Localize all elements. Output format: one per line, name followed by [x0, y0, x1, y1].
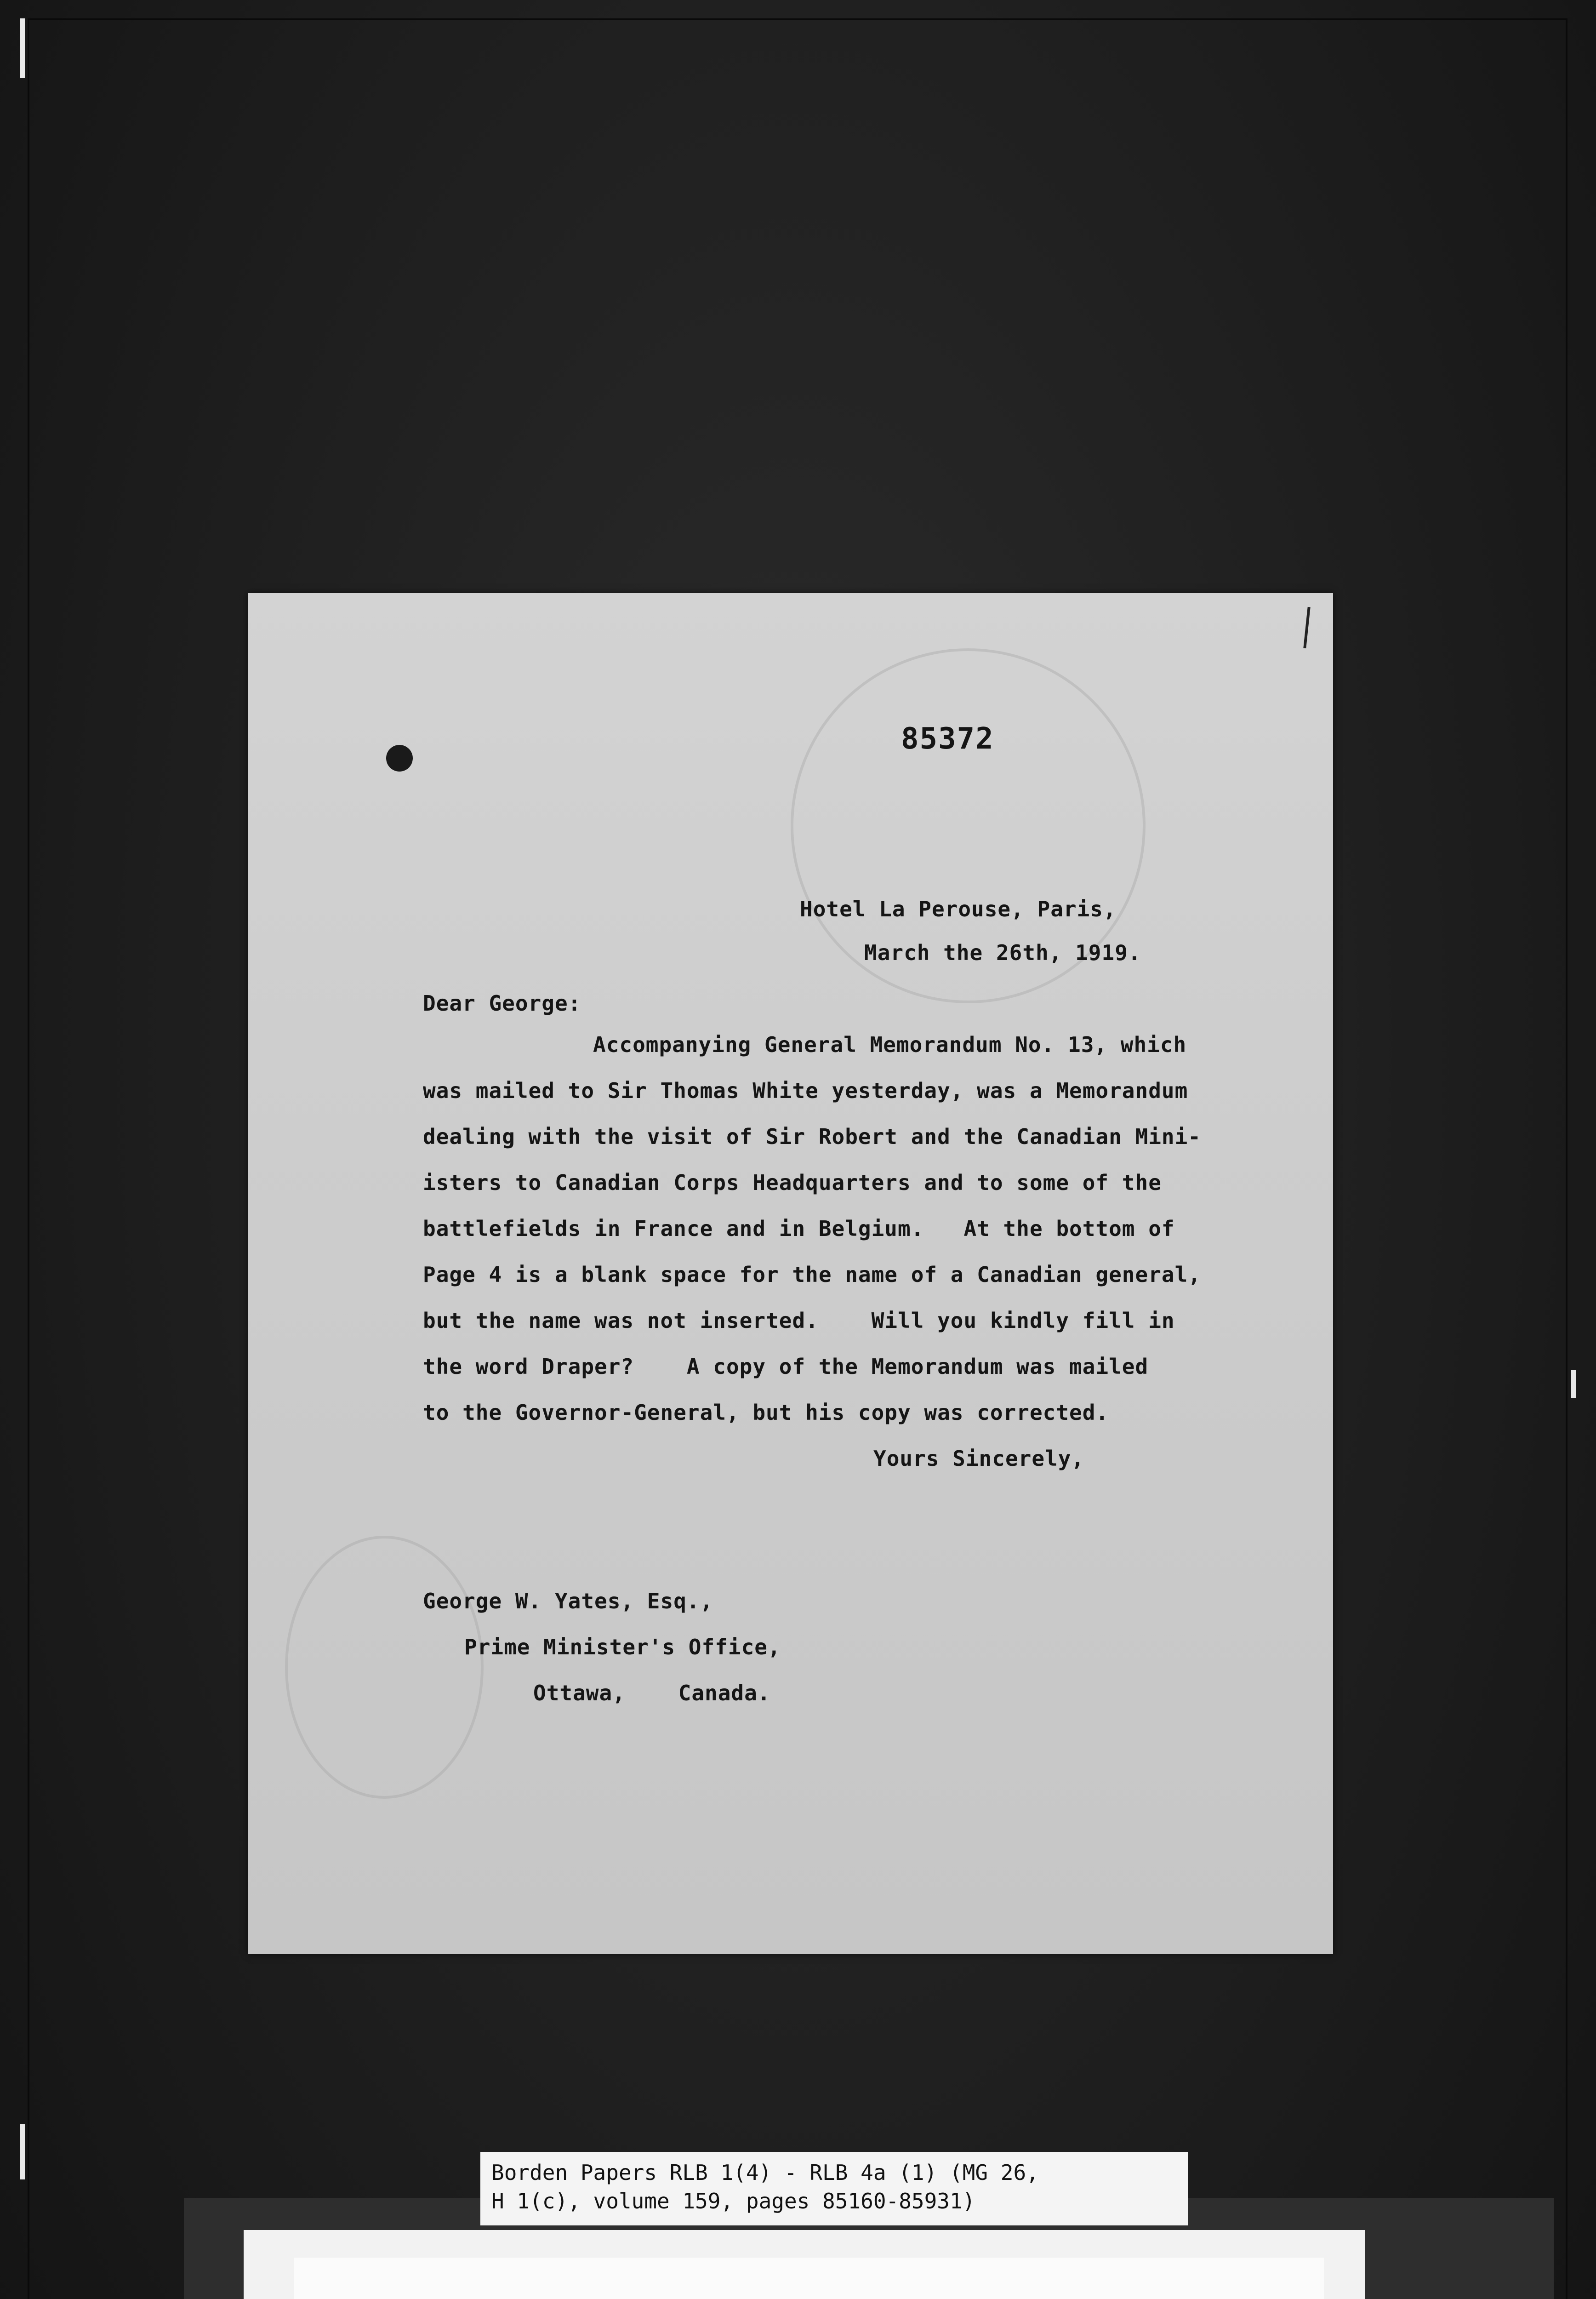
archives-card-inset: [294, 2258, 1324, 2299]
punch-hole: [386, 745, 413, 772]
film-edge-mark-top-left: [20, 18, 25, 78]
page-number: 85372: [901, 722, 994, 756]
reference-label: [480, 2152, 1188, 2225]
letter-body-line: isters to Canadian Corps Headquarters and to some of the: [423, 1170, 1162, 1195]
letter-body-line: but the name was not inserted. Will you kindly fill in: [423, 1308, 1175, 1333]
letter-address-line: Hotel La Perouse, Paris,: [800, 897, 1117, 921]
reference-line: Borden Papers RLB 1(4) - RLB 4a (1) (MG 26,: [491, 2160, 1039, 2185]
archives-card: [244, 2230, 1365, 2299]
faded-stamp-lower: [285, 1536, 484, 1799]
letter-body-line: Accompanying General Memorandum No. 13, which: [593, 1032, 1187, 1057]
recipient-name: George W. Yates, Esq.,: [423, 1589, 713, 1613]
film-edge-mark-left: [20, 2124, 25, 2179]
reference-line: H 1(c), volume 159, pages 85160-85931): [491, 2189, 975, 2213]
corner-pen-mark: [1303, 607, 1310, 648]
recipient-office: Prime Minister's Office,: [464, 1635, 781, 1659]
letter-salutation: Dear George:: [423, 991, 581, 1016]
letter-body-line: was mailed to Sir Thomas White yesterday, was a Memorandum: [423, 1078, 1188, 1103]
letter-body-line: battlefields in France and in Belgium. At the bottom of: [423, 1216, 1175, 1241]
letter-body-line: dealing with the visit of Sir Robert and the Canadian Mini-: [423, 1124, 1201, 1149]
letter-body-line: the word Draper? A copy of the Memorandum was mailed: [423, 1354, 1149, 1379]
letter-body-line: Page 4 is a blank space for the name of a Canadian general,: [423, 1262, 1201, 1287]
recipient-city: Ottawa, Canada.: [533, 1681, 771, 1705]
letter-body-line: to the Governor-General, but his copy was corrected.: [423, 1400, 1109, 1425]
letter-page: [248, 593, 1333, 1954]
letter-closing: Yours Sincerely,: [873, 1446, 1085, 1471]
letter-date: March the 26th, 1919.: [864, 940, 1141, 965]
film-edge-mark-right: [1571, 1370, 1576, 1398]
